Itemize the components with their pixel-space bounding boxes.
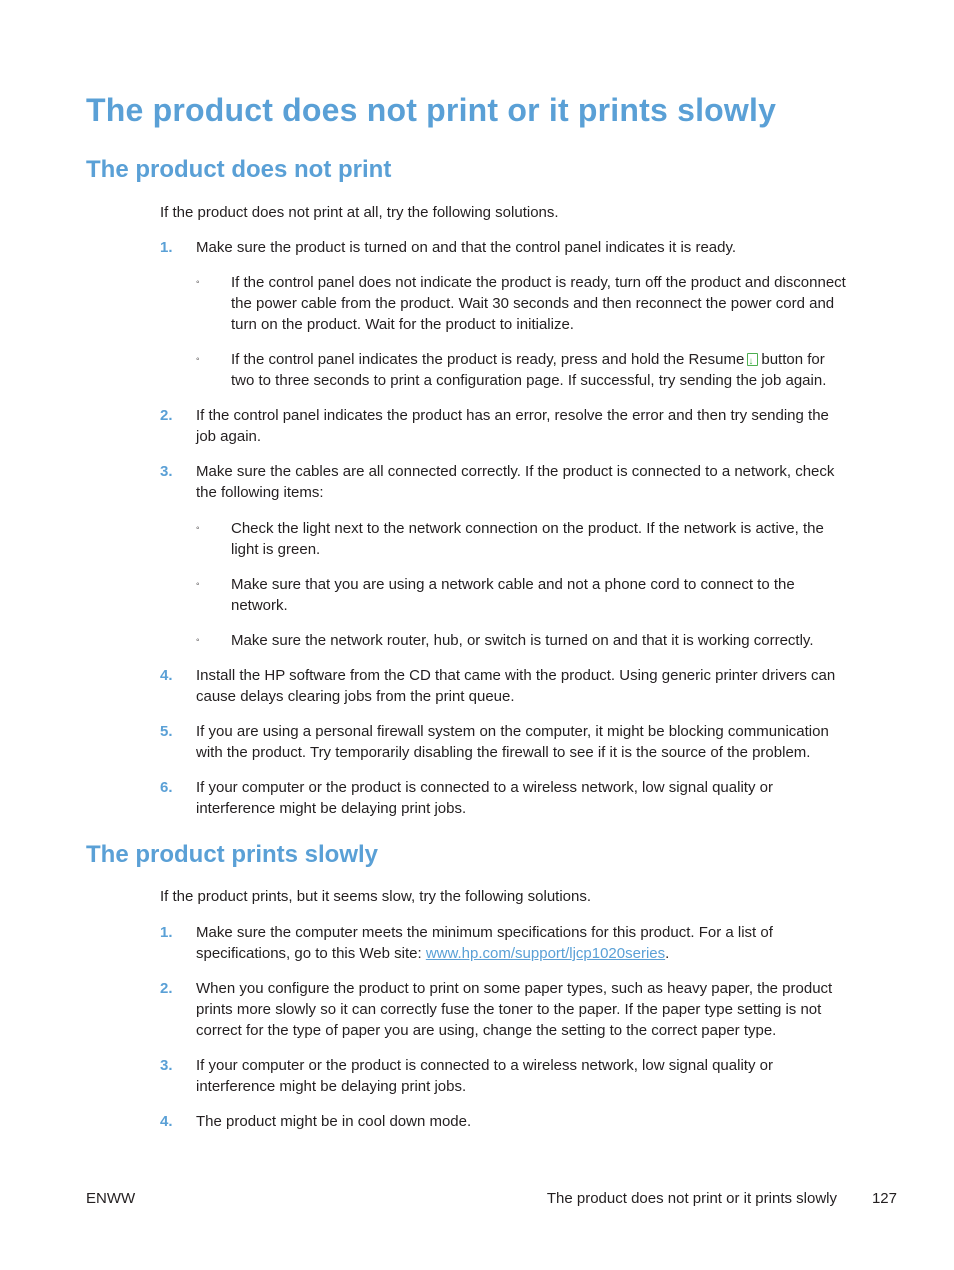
bullet-item (231, 630, 814, 651)
text-line: the power cable from the product. Wait 30 seconds and then reconnect the power cord and (231, 295, 835, 312)
footer-title: The product does not print or it prints slowly (546, 1190, 837, 1207)
bullet-icon: ◦ (196, 635, 200, 646)
bullet-icon: ◦ (196, 277, 200, 288)
text-line: Make sure the network router, hub, or switch is turned on and that it is working correctly. (231, 632, 814, 649)
list-item (196, 922, 773, 964)
bullet-icon: ◦ (196, 579, 200, 590)
text-line: two to three seconds to print a configuration page. If successful, try sending the job again. (231, 372, 827, 389)
text-line: Make sure that you are using a network cable and not a phone cord to connect to the (231, 576, 795, 593)
list-number: 4. (160, 1113, 173, 1130)
list-number: 1. (160, 924, 173, 941)
text-line: turn on the product. Wait for the product to initialize. (231, 316, 574, 333)
list-item (196, 665, 835, 707)
support-link[interactable]: www.hp.com/support/ljcp1020series (425, 945, 666, 962)
text-line: correct for the type of paper you are using, change the setting to the correct paper type. (196, 1022, 777, 1039)
bullet-item (231, 349, 826, 391)
bullet-item (231, 518, 824, 560)
text-line: job again. (196, 428, 262, 445)
list-item (196, 1111, 471, 1132)
text-line: If the control panel indicates the product is ready, press and hold the Resume (231, 351, 745, 368)
list-number: 3. (160, 463, 173, 480)
text-line: If your computer or the product is connected to a wireless network, low signal quality or (196, 1057, 773, 1074)
text-line: When you configure the product to print on some paper types, such as heavy paper, the product (196, 980, 833, 997)
section-heading-prints-slowly: The product prints slowly (86, 841, 379, 868)
text-line: Install the HP software from the CD that came with the product. Using generic printer drivers can (196, 667, 836, 684)
section-heading-does-not-print: The product does not print (86, 156, 392, 183)
text-line: Make sure the cables are all connected correctly. If the product is connected to a network, check (196, 463, 835, 480)
text-line: interference might be delaying print jobs. (196, 1078, 467, 1095)
bullet-icon: ◦ (196, 354, 200, 365)
list-number: 2. (160, 980, 173, 997)
text-line: The product might be in cool down mode. (196, 1113, 472, 1130)
list-number: 6. (160, 779, 173, 796)
text-line: light is green. (231, 541, 321, 558)
list-number: 1. (160, 239, 173, 256)
text-line: . (665, 945, 670, 962)
list-item (196, 978, 832, 1041)
text-line: prints more slowly so it can correctly fuse the toner to the paper. If the paper type setting is not (196, 1001, 822, 1018)
text-line: network. (231, 597, 288, 614)
section-intro: If the product prints, but it seems slow, try the following solutions. (160, 888, 592, 905)
section-intro: If the product does not print at all, try the following solutions. (160, 204, 559, 221)
list-item (196, 461, 834, 503)
list-number: 2. (160, 407, 173, 424)
text-line: Make sure the product is turned on and that the control panel indicates it is ready. (196, 239, 737, 256)
text-line: button for (761, 351, 825, 368)
list-number: 5. (160, 723, 173, 740)
page-number: 127 (871, 1190, 897, 1207)
text-line: interference might be delaying print jobs. (196, 800, 467, 817)
text-line: If you are using a personal firewall system on the computer, it might be blocking communication (196, 723, 829, 740)
text-line: with the product. Try temporarily disabling the firewall to see if it is the source of the problem. (196, 744, 811, 761)
bullet-item (231, 574, 795, 616)
bullet-icon: ◦ (196, 523, 200, 534)
bullet-item (231, 272, 846, 335)
text-line: Make sure the computer meets the minimum specifications for this product. For a list of (196, 924, 773, 941)
list-item (196, 237, 736, 258)
text-line: Check the light next to the network connection on the product. If the network is active, the (231, 520, 824, 537)
text-line: If the control panel does not indicate the product is ready, turn off the product and disconnect (231, 274, 846, 291)
text-line: If the control panel indicates the product has an error, resolve the error and then try sending the (196, 407, 829, 424)
text-line: If your computer or the product is connected to a wireless network, low signal quality or (196, 779, 773, 796)
list-number: 3. (160, 1057, 173, 1074)
resume-button-icon (747, 353, 758, 366)
page-title: The product does not print or it prints slowly (86, 92, 777, 128)
footer-left: ENWW (86, 1190, 136, 1207)
list-item (196, 721, 829, 763)
text-line: specifications, go to this Web site: (196, 945, 426, 962)
list-item (196, 405, 829, 447)
text-line: the following items: (196, 484, 324, 501)
text-line: cause delays clearing jobs from the print queue. (196, 688, 515, 705)
list-number: 4. (160, 667, 173, 684)
list-item (196, 1055, 773, 1097)
list-item (196, 777, 773, 819)
